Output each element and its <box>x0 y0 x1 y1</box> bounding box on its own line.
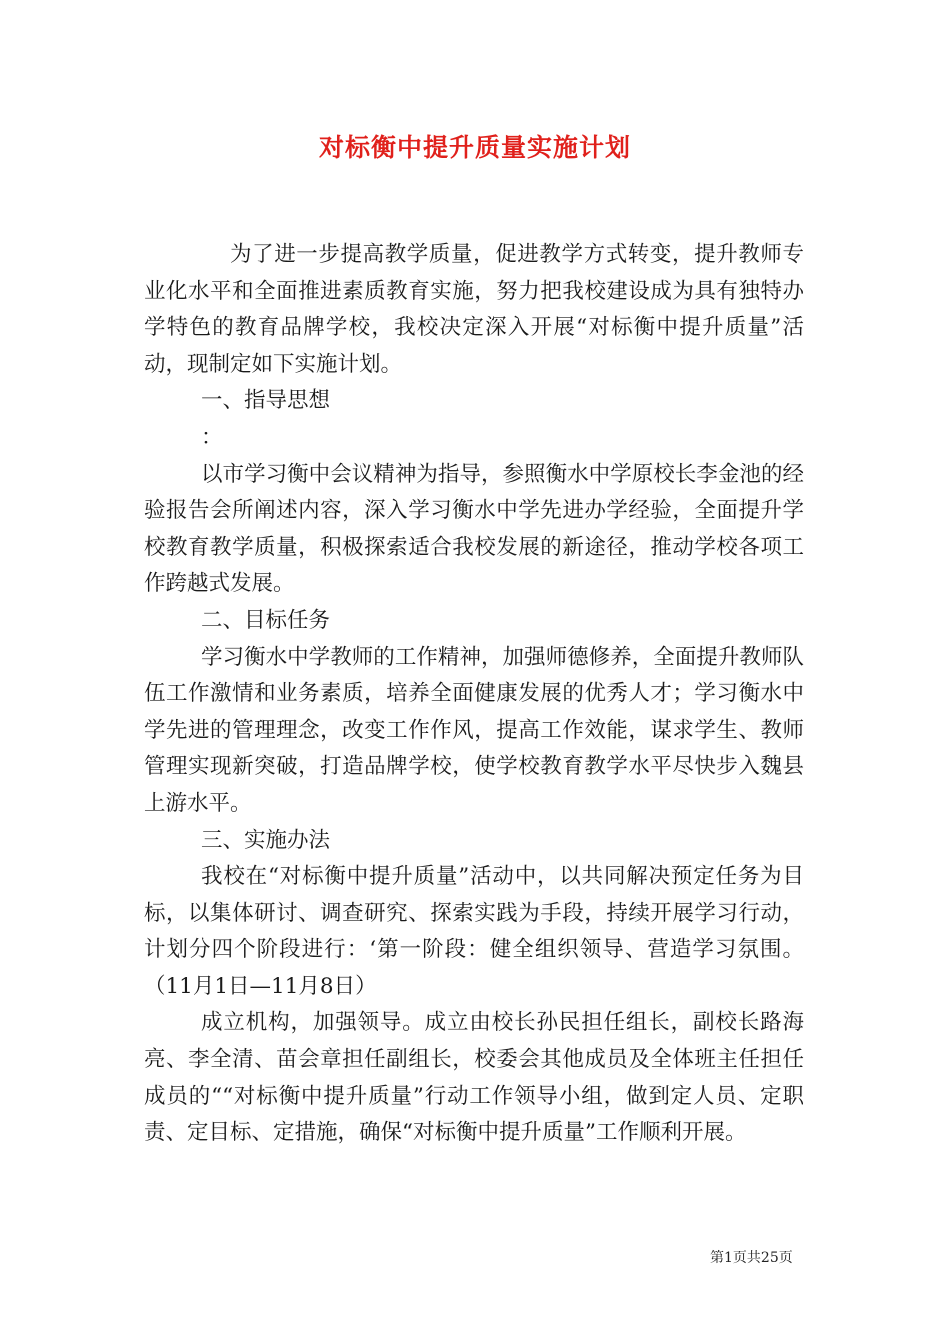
intro-paragraph: 为了进一步提高教学质量，促进教学方式转变，提升教师专业化水平和全面推进素质教育实施，努力把我校建设成为具有独特办学特色的教育品牌学校，我校决定深入开展“对标衡中提升质量”活动，现制定如下实施计划。 <box>144 242 804 377</box>
document-body <box>144 237 804 1152</box>
section-heading-methods: 三、实施办法 <box>201 827 331 853</box>
goals-paragraph: 学习衡水中学教师的工作精神，加强师德修养，全面提升教师队伍工作激情和业务素质，培养全面健康发展的优秀人才；学习衡水中学先进的管理理念，改变工作作风，提高工作效能，谋求学生、教师管理实现新突破，打造品牌学校，使学校教育教学水平尽快步入魏县上游水平。 <box>144 644 804 816</box>
colon-line: ： <box>201 424 223 450</box>
section-heading-guiding-thought: 一、指导思想 <box>201 388 331 414</box>
methods-paragraph: 我校在“对标衡中提升质量”活动中，以共同解决预定任务为目标，以集体研讨、调查研究、探索实践为手段，持续开展学习行动，计划分四个阶段进行：‘第一阶段：健全组织领导、营造学习氛围。（11月1日—11月8日） <box>144 864 804 999</box>
organization-paragraph: 成立机构，加强领导。成立由校长孙民担任组长，副校长路海亮、李全清、苗会章担任副组长，校委会其他成员及全体班主任担任成员的““对标衡中提升质量”行动工作领导小组，做到定人员、定职责、定目标、定措施，确保“对标衡中提升质量”工作顺利开展。 <box>144 1010 804 1146</box>
page-footer: 第1页共25页 <box>710 1250 793 1266</box>
document-title: 对标衡中提升质量实施计划 <box>318 133 631 162</box>
guiding-thought-paragraph: 以市学习衡中会议精神为指导，参照衡水中学原校长李金池的经验报告会所阐述内容，深入学习衡水中学先进办学经验，全面提升学校教育教学质量，积极探索适合我校发展的新途径，推动学校各项工作跨越式发展。 <box>144 461 804 597</box>
section-heading-goals: 二、目标任务 <box>201 607 331 633</box>
